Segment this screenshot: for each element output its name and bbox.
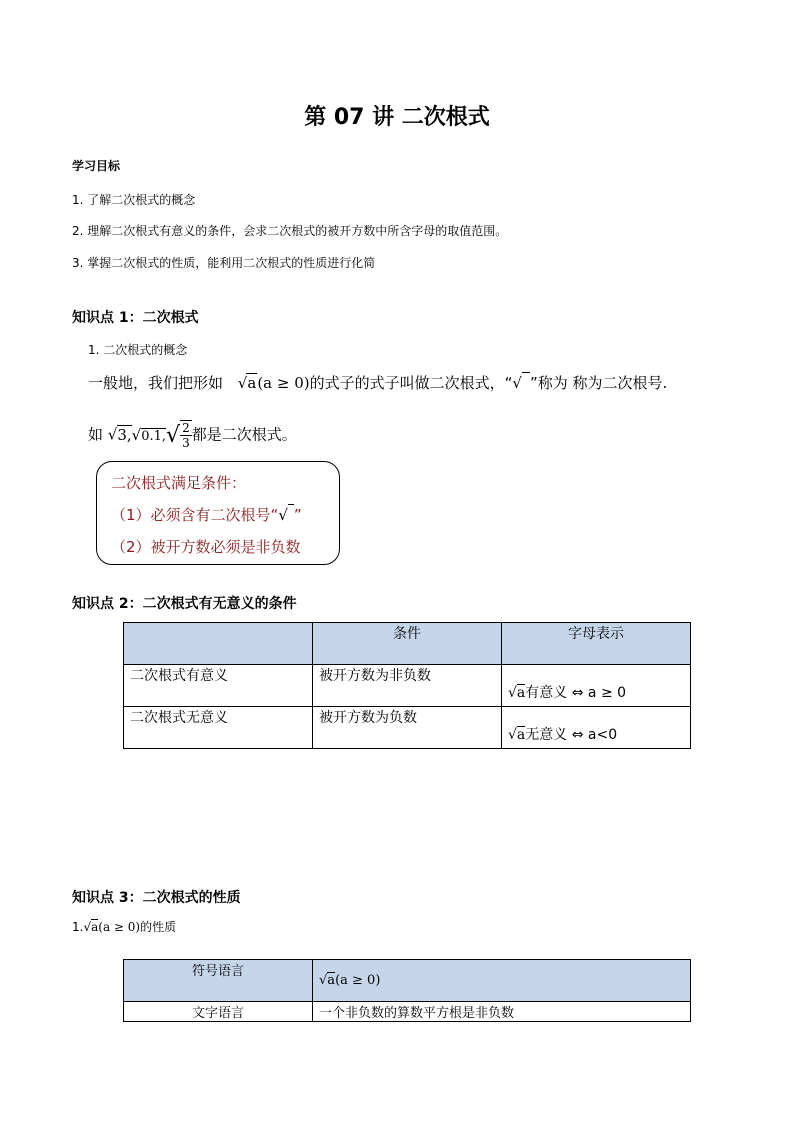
kp1-subheading: 1. 二次根式的概念 — [88, 343, 188, 357]
condition-1: （1）必须含有二次根号“√ ” — [111, 506, 302, 524]
header-cell-expression: 字母表示 — [502, 623, 691, 665]
sqrt-3-expression: √3, — [107, 425, 132, 444]
symbol-language-label: 符号语言 — [124, 960, 313, 1002]
kp3-subheading: 1.√a(a ≥ 0)的性质 — [72, 920, 177, 934]
row-label: 二次根式无意义 — [124, 707, 313, 749]
kp2-heading: 知识点 2：二次根式有无意义的条件 — [72, 596, 297, 612]
conditions-title: 二次根式满足条件： — [111, 474, 247, 492]
radical-symbol-icon: √ — [278, 506, 294, 524]
conditions-table — [123, 622, 691, 749]
conditions-box — [96, 461, 340, 565]
fraction-numerator: 2 — [182, 421, 190, 435]
table-row — [124, 1002, 691, 1022]
kp1-heading: 知识点 1：二次根式 — [72, 310, 199, 326]
examples-pre: 如 — [88, 425, 104, 444]
header-cell-condition: 条件 — [313, 623, 502, 665]
objective-item-1: 1. 了解二次根式的概念 — [72, 193, 196, 207]
sqrt-a-expression — [238, 374, 310, 392]
table-row — [124, 960, 691, 1002]
definition-pre: 一般地，我们把形如 — [88, 374, 224, 392]
definition-line — [88, 372, 667, 393]
objectives-heading: 学习目标 — [72, 159, 121, 173]
table-row — [124, 665, 691, 707]
radical-symbol-icon: √ — [512, 374, 530, 392]
condition-2: （2）被开方数必须是非负数 — [111, 538, 301, 556]
examples-post: 都是二次根式。 — [191, 425, 297, 444]
definition-mid: 的式子的式子叫做二次根式，“ — [309, 374, 513, 392]
text-language-value: 一个非负数的算数平方根是非负数 — [313, 1002, 691, 1022]
header-cell-empty — [124, 623, 313, 665]
page-title: 第 07 讲 二次根式 — [304, 105, 490, 130]
row-label: 二次根式有意义 — [124, 665, 313, 707]
row-expression: √a无意义 ⇔ a<0 — [502, 707, 691, 749]
symbol-language-value: √a(a ≥ 0) — [313, 960, 691, 1002]
text-language-label: 文字语言 — [124, 1002, 313, 1022]
table-header-row — [124, 623, 691, 665]
property-table — [123, 959, 691, 1022]
radical-icon: √a — [237, 374, 257, 392]
row-expression: √a有意义 ⇔ a ≥ 0 — [502, 665, 691, 707]
row-condition: 被开方数为负数 — [313, 707, 502, 749]
examples-line — [88, 420, 297, 450]
radicand-a: a — [247, 374, 257, 392]
fraction-denominator: 3 — [182, 436, 190, 450]
objective-item-3: 3. 掌握二次根式的性质，能利用二次根式的性质进行化简 — [72, 256, 376, 270]
table-row — [124, 707, 691, 749]
objective-item-2: 2. 理解二次根式有意义的条件，会求二次根式的被开方数中所含字母的取值范围。 — [72, 224, 508, 238]
definition-post: ”称为 称为二次根号. — [529, 374, 668, 392]
sqrt-fraction-expression: √ $\frac{2}{3}$ — [166, 421, 190, 450]
condition-a-ge-0: (a ≥ 0) — [257, 374, 310, 392]
kp3-heading: 知识点 3：二次根式的性质 — [72, 890, 241, 906]
sqrt-0-1-expression: √0.1, — [131, 425, 167, 444]
row-condition: 被开方数为非负数 — [313, 665, 502, 707]
